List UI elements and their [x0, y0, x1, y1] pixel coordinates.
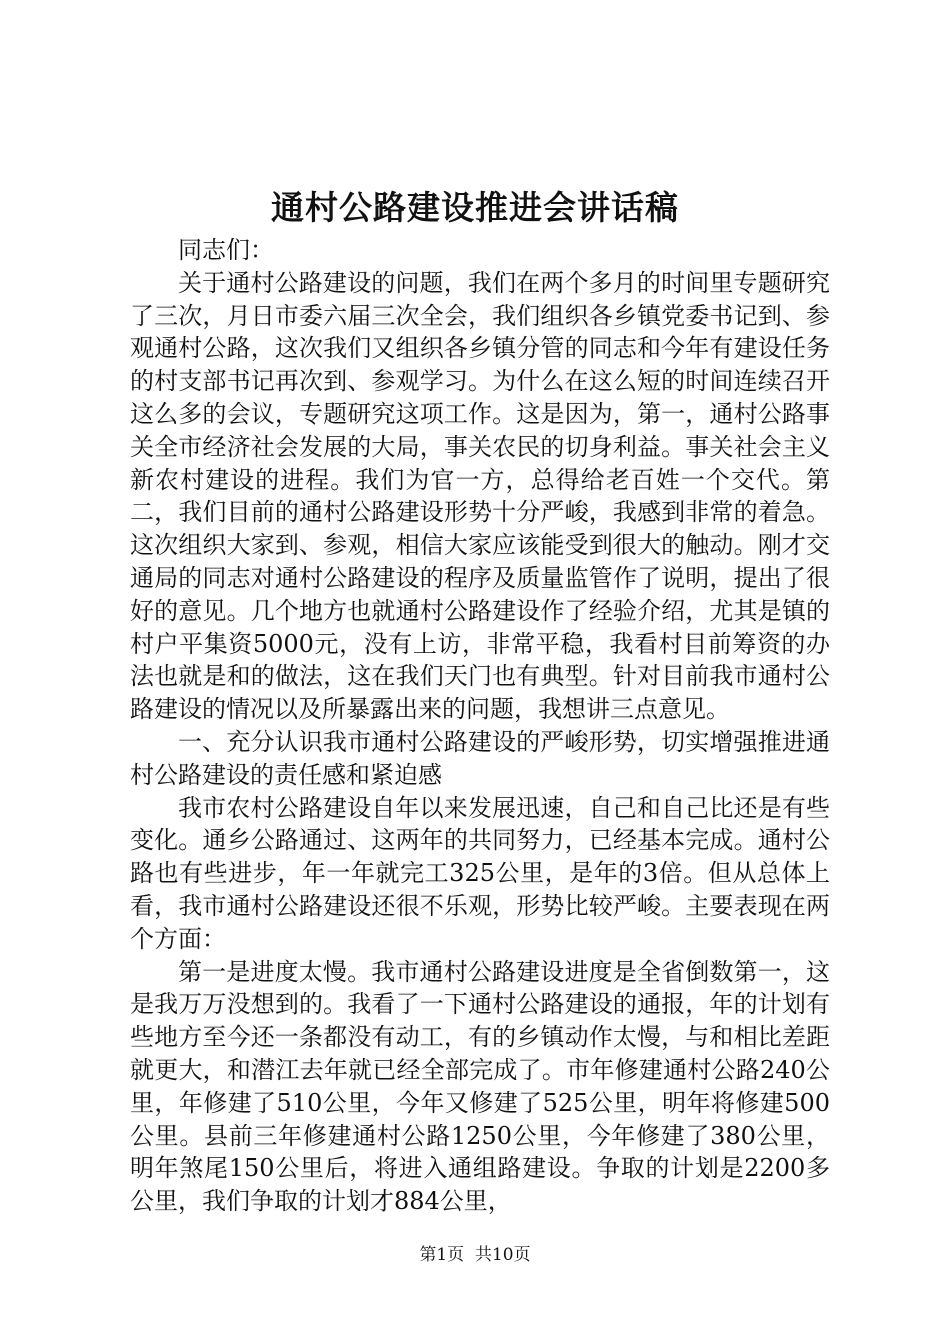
- paragraph-salutation: 同志们：: [178, 236, 274, 264]
- document-body: [130, 234, 830, 1218]
- paragraph: 关于通村公路建设的问题，我们在两个多月的时间里专题研究了三次，月日市委六届三次全会，我们组织各乡镇党委书记到、参观通村公路，这次我们又组织各乡镇分管的同志和今年有建设任务的村支部书记再次到、参观学习。为什么在这么短的时间连续召开这么多的会议，专题研究这项工作。这是因为，第一，通村公路事关全市经济社会发展的大局，事关农民的切身利益。事关社会主义新农村建设的进程。我们为官一方，总得给老百姓一个交代。第二，我们目前的通村公路建设形势十分严峻，我感到非常的着急。这次组织大家到、参观，相信大家应该能受到很大的触动。刚才交通局的同志对通村公路建设的程序及质量监管作了说明，提出了很好的意见。几个地方也就通村公路建设作了经验介绍，尤其是镇的村户平集资5000元，没有上访，非常平稳，我看村目前筹资的办法也就是和的做法，这在我们天门也有典型。针对目前我市通村公路建设的情况以及所暴露出来的问题，我想讲三点意见。: [130, 268, 830, 724]
- page-number-label: 第1页 共10页: [419, 1245, 531, 1265]
- document-title: 通村公路建设推进会讲话稿: [271, 188, 679, 227]
- paragraph: 我市农村公路建设自年以来发展迅速，自己和自己比还是有些变化。通乡公路通过、这两年的共同努力，已经基本完成。通村公路也有些进步，年一年就完工325公里，是年的3倍。但从总体上看，我市通村公路建设还很不乐观，形势比较严峻。主要表现在两个方面：: [130, 793, 830, 953]
- page-footer: [0, 1243, 950, 1267]
- paragraph: 第一是进度太慢。我市通村公路建设进度是全省倒数第一，这是我万万没想到的。我看了一下通村公路建设的通报，年的计划有些地方至今还一条都没有动工，有的乡镇动作太慢，与和相比差距就更大，和潜江去年就已经全部完成了。市年修建通村公路240公里，年修建了510公里，今年又修建了525公里，明年将修建500公里。县前三年修建通村公路1250公里，今年修建了380公里，明年煞尾150公里后，将进入通组路建设。争取的计划是2200多公里，我们争取的计划才884公里，: [130, 957, 830, 1216]
- section-heading: 一、充分认识我市通村公路建设的严峻形势，切实增强推进通村公路建设的责任感和紧迫感: [130, 727, 830, 789]
